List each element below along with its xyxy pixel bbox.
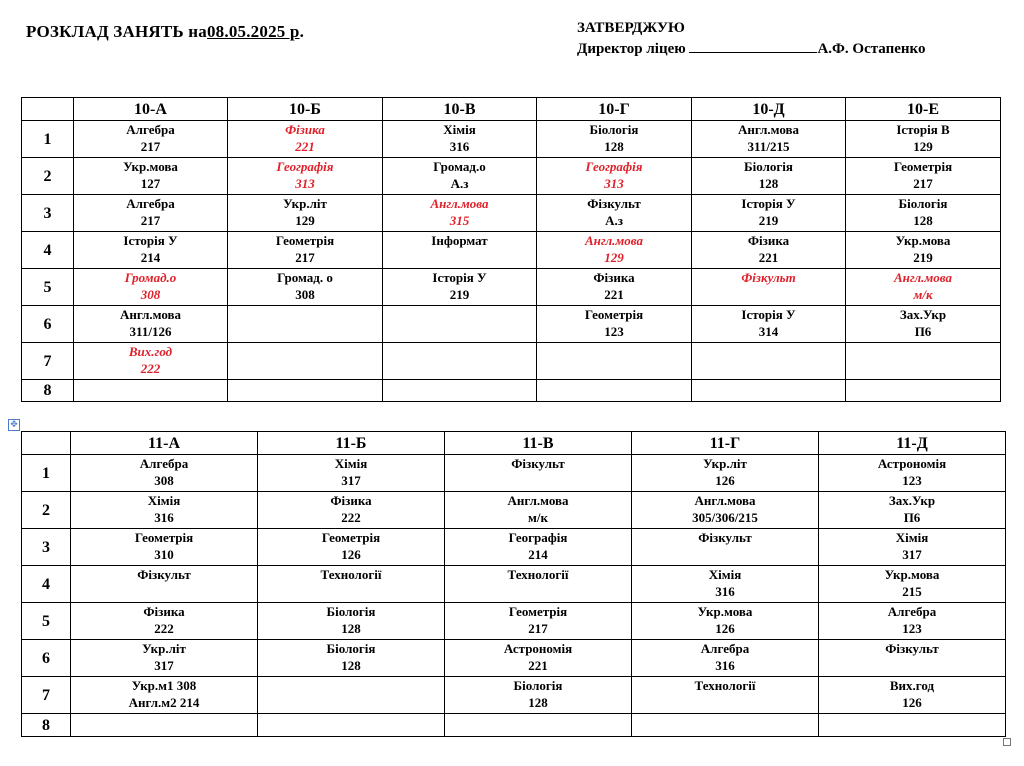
table-11-header (22, 432, 1006, 455)
lesson-cell[interactable] (228, 380, 383, 402)
subject-name: Біологія (326, 604, 376, 619)
subject-name: Геометрія (584, 307, 644, 322)
subject-name: Укр.мова (884, 567, 940, 582)
room-number: 219 (758, 213, 779, 228)
room-number: 217 (913, 176, 933, 191)
lesson-cell[interactable] (383, 158, 537, 195)
room-number: 217 (140, 139, 161, 154)
lesson-cell[interactable] (692, 195, 846, 232)
subject-name: Хімія (147, 493, 181, 508)
lesson-cell[interactable] (632, 529, 819, 566)
lesson-cell[interactable] (537, 195, 692, 232)
subject-name: Фізкульт (137, 567, 191, 582)
room-number: 313 (604, 176, 624, 191)
table-row (22, 158, 1001, 195)
table-row (22, 306, 1001, 343)
approve-role: Директор ліцею (577, 41, 686, 57)
room-number: 308 (140, 287, 161, 302)
lesson-number: 5 (22, 269, 74, 306)
lesson-number: 8 (22, 380, 74, 402)
lesson-cell[interactable] (819, 603, 1006, 640)
lesson-cell[interactable] (819, 640, 1006, 677)
subject-name: Вих.год (889, 678, 935, 693)
subject-name: Технології (320, 567, 382, 582)
subject-name: Фізкульт (741, 270, 796, 285)
room-number: Англ.м2 214 (128, 695, 200, 710)
table-row (22, 343, 1001, 380)
lesson-cell[interactable] (258, 603, 445, 640)
lesson-cell[interactable] (846, 158, 1001, 195)
room-number: 123 (902, 473, 922, 488)
lesson-cell[interactable] (71, 603, 258, 640)
lesson-cell[interactable] (445, 714, 632, 737)
room-number: 215 (902, 584, 922, 599)
room-number: 313 (295, 176, 315, 191)
lesson-number: 1 (22, 121, 74, 158)
subject-name: Укр.літ (142, 641, 186, 656)
subject-name: Алгебра (139, 456, 189, 471)
lesson-cell[interactable] (445, 603, 632, 640)
subject-name: Вих.год (128, 344, 173, 359)
table-row (22, 492, 1006, 529)
subject-name: Геометрія (321, 530, 381, 545)
room-number: 127 (140, 176, 161, 191)
lesson-cell[interactable] (819, 714, 1006, 737)
table-row (22, 566, 1006, 603)
lesson-cell[interactable] (445, 640, 632, 677)
room-number: 128 (341, 621, 361, 636)
table-11-body (22, 455, 1006, 737)
lesson-cell[interactable] (537, 306, 692, 343)
room-number: 316 (715, 658, 735, 673)
subject-name: Геометрія (134, 530, 194, 545)
subject-name: Фізкульт (511, 456, 565, 471)
room-number: 222 (140, 361, 161, 376)
lesson-cell[interactable] (258, 714, 445, 737)
subject-name: Географія (276, 159, 334, 174)
subject-name: Геометрія (508, 604, 568, 619)
room-number: П6 (903, 510, 921, 525)
lesson-cell[interactable] (846, 232, 1001, 269)
room-number: 126 (902, 695, 922, 710)
room-number: А.з (450, 176, 469, 191)
class-header: 11-Д (819, 432, 1006, 455)
subject-name: Біологія (326, 641, 376, 656)
subject-name: Укр.мова (895, 233, 951, 248)
lesson-cell[interactable] (383, 343, 537, 380)
lesson-cell[interactable] (71, 677, 258, 714)
approve-title: ЗАТВЕРДЖУЮ (577, 20, 685, 36)
room-number: 126 (715, 473, 735, 488)
table-row (22, 455, 1006, 492)
approval-block (577, 18, 926, 60)
subject-name: Історія У (741, 196, 796, 211)
lesson-cell[interactable] (445, 455, 632, 492)
approve-line (577, 39, 926, 60)
lesson-cell[interactable] (632, 603, 819, 640)
lesson-cell[interactable] (71, 455, 258, 492)
table-row (22, 529, 1006, 566)
lesson-cell[interactable] (537, 121, 692, 158)
subject-name: Біологія (589, 122, 639, 137)
lesson-cell[interactable] (71, 492, 258, 529)
room-number: 123 (902, 621, 922, 636)
subject-name: Англ.мова (694, 493, 756, 508)
subject-name: Астрономія (877, 456, 947, 471)
lesson-cell[interactable] (383, 195, 537, 232)
schedule-title (26, 22, 304, 42)
subject-name: Географія (508, 530, 568, 545)
lesson-number-header (22, 432, 71, 455)
room-number: 217 (528, 621, 548, 636)
lesson-cell[interactable] (74, 269, 228, 306)
room-number: 221 (604, 287, 624, 302)
subject-name: Географія (585, 159, 643, 174)
subject-name: Зах.Укр (899, 307, 947, 322)
table-10-body (22, 121, 1001, 402)
subject-name: Фізкульт (587, 196, 641, 211)
room-number: 214 (140, 250, 161, 265)
subject-name: Хімія (708, 567, 742, 582)
subject-name: Громад.о (124, 270, 177, 285)
lesson-cell[interactable] (74, 158, 228, 195)
lesson-number: 7 (22, 343, 74, 380)
lesson-cell[interactable] (692, 306, 846, 343)
lesson-cell[interactable] (445, 677, 632, 714)
room-number: 222 (341, 510, 361, 525)
lesson-cell[interactable] (846, 195, 1001, 232)
lesson-cell[interactable] (692, 343, 846, 380)
schedule-table-10 (21, 97, 1001, 402)
room-number: 317 (341, 473, 361, 488)
class-header: 10-Е (846, 98, 1001, 121)
table-row (22, 677, 1006, 714)
lesson-cell[interactable] (383, 269, 537, 306)
subject-name: Укр.літ (283, 196, 327, 211)
table-row (22, 714, 1006, 737)
subject-name: Біологія (513, 678, 563, 693)
lesson-number: 6 (22, 640, 71, 677)
title-prefix: РОЗКЛАД ЗАНЯТЬ на (26, 22, 207, 41)
lesson-cell[interactable] (228, 269, 383, 306)
lesson-cell[interactable] (71, 566, 258, 603)
subject-name: Фізика (747, 233, 790, 248)
subject-name: Біологія (898, 196, 948, 211)
room-number: 317 (154, 658, 174, 673)
subject-name: Історія У (741, 307, 796, 322)
subject-name: Алгебра (126, 196, 175, 211)
lesson-cell[interactable] (74, 380, 228, 402)
table-row (22, 195, 1001, 232)
lesson-number: 3 (22, 529, 71, 566)
lesson-number-header (22, 98, 74, 121)
room-number: 126 (341, 547, 361, 562)
class-header: 11-Г (632, 432, 819, 455)
lesson-cell[interactable] (692, 158, 846, 195)
subject-name: Історія У (432, 270, 487, 285)
subject-name: Біологія (744, 159, 793, 174)
subject-name: Астрономія (503, 641, 573, 656)
lesson-cell[interactable] (692, 380, 846, 402)
room-number: 314 (758, 324, 779, 339)
lesson-cell[interactable] (692, 232, 846, 269)
room-number: 305/306/215 (692, 510, 758, 525)
room-number: 129 (295, 213, 315, 228)
room-number: 316 (449, 139, 470, 154)
subject-name: Технології (507, 567, 569, 582)
lesson-cell[interactable] (692, 269, 846, 306)
class-header: 10-Д (692, 98, 846, 121)
lesson-cell[interactable] (74, 195, 228, 232)
subject-name: Укр.літ (703, 456, 747, 471)
lesson-cell[interactable] (537, 380, 692, 402)
subject-name: Зах.Укр (888, 493, 936, 508)
lesson-number: 2 (22, 158, 74, 195)
title-suffix: . (299, 22, 305, 41)
lesson-cell[interactable] (74, 121, 228, 158)
lesson-number: 4 (22, 566, 71, 603)
subject-name: Фізкульт (698, 530, 752, 545)
room-number: 128 (758, 176, 779, 191)
lesson-cell[interactable] (383, 306, 537, 343)
subject-name: Технології (694, 678, 756, 693)
table-row (22, 603, 1006, 640)
lesson-cell[interactable] (819, 455, 1006, 492)
lesson-cell[interactable] (228, 232, 383, 269)
lesson-cell[interactable] (445, 566, 632, 603)
table-10-header (22, 98, 1001, 121)
lesson-cell[interactable] (228, 195, 383, 232)
class-header: 10-В (383, 98, 537, 121)
lesson-cell[interactable] (258, 677, 445, 714)
table-row (22, 232, 1001, 269)
room-number: 126 (715, 621, 735, 636)
subject-name: Англ.мова (119, 307, 182, 322)
class-header: 10-Б (228, 98, 383, 121)
lesson-cell[interactable] (632, 566, 819, 603)
lesson-cell[interactable] (846, 343, 1001, 380)
subject-name: Хімія (334, 456, 368, 471)
lesson-cell[interactable] (632, 640, 819, 677)
room-number: 221 (758, 250, 779, 265)
subject-name: Хімія (895, 530, 929, 545)
class-header: 11-В (445, 432, 632, 455)
lesson-number: 2 (22, 492, 71, 529)
class-header: 11-А (71, 432, 258, 455)
room-number: 308 (295, 287, 315, 302)
lesson-cell[interactable] (74, 343, 228, 380)
subject-name: Англ.мова (584, 233, 644, 248)
room-number: 219 (913, 250, 933, 265)
lesson-cell[interactable] (228, 121, 383, 158)
room-number: 128 (604, 139, 624, 154)
schedule-table-11 (21, 431, 1006, 737)
room-number: 219 (449, 287, 470, 302)
lesson-cell[interactable] (819, 529, 1006, 566)
room-number: А.з (605, 213, 623, 228)
subject-name: Історія У (123, 233, 178, 248)
lesson-cell[interactable] (258, 492, 445, 529)
room-number: 128 (913, 213, 933, 228)
lesson-cell[interactable] (228, 343, 383, 380)
lesson-cell[interactable] (74, 306, 228, 343)
lesson-cell[interactable] (228, 306, 383, 343)
subject-name: Історія В (896, 122, 950, 137)
room-number: 310 (154, 547, 174, 562)
room-number: 128 (528, 695, 548, 710)
lesson-cell[interactable] (258, 455, 445, 492)
lesson-cell[interactable] (228, 158, 383, 195)
lesson-cell[interactable] (383, 380, 537, 402)
lesson-cell[interactable] (692, 121, 846, 158)
lesson-cell[interactable] (846, 306, 1001, 343)
subject-name: Громад. о (277, 270, 333, 285)
lesson-number: 7 (22, 677, 71, 714)
signature-line (689, 39, 817, 53)
subject-name: Фізика (143, 604, 185, 619)
lesson-cell[interactable] (632, 677, 819, 714)
table-move-handle-icon[interactable]: ✥ (8, 419, 20, 431)
lesson-cell[interactable] (445, 529, 632, 566)
room-number: 221 (528, 658, 548, 673)
room-number: 317 (902, 547, 922, 562)
table-row (22, 380, 1001, 402)
class-header: 10-Г (537, 98, 692, 121)
lesson-number: 6 (22, 306, 74, 343)
lesson-number: 4 (22, 232, 74, 269)
subject-name: Громад.о (433, 159, 486, 174)
lesson-cell[interactable] (632, 455, 819, 492)
table-row (22, 269, 1001, 306)
subject-name: Укр.мова (697, 604, 753, 619)
subject-name: Англ.мова (737, 122, 800, 137)
room-number: 217 (140, 213, 161, 228)
header-row (22, 432, 1006, 455)
subject-name: Фізика (285, 122, 325, 137)
table-row (22, 640, 1006, 677)
room-number: 311/215 (747, 139, 790, 154)
lesson-cell[interactable] (846, 269, 1001, 306)
subject-name: Укр.м1 308 (131, 678, 197, 693)
room-number: 316 (154, 510, 174, 525)
subject-name: Інформат (431, 233, 488, 248)
lesson-cell[interactable] (71, 640, 258, 677)
lesson-cell[interactable] (445, 492, 632, 529)
schedule-date: 08.05.2025 р (206, 22, 300, 41)
lesson-cell[interactable] (819, 566, 1006, 603)
subject-name: Алгебра (887, 604, 937, 619)
room-number: м/к (528, 510, 548, 525)
room-number: П6 (914, 324, 932, 339)
lesson-cell[interactable] (819, 492, 1006, 529)
lesson-cell[interactable] (846, 121, 1001, 158)
room-number: 129 (913, 139, 933, 154)
lesson-cell[interactable] (383, 232, 537, 269)
room-number: 221 (295, 139, 315, 154)
lesson-number: 3 (22, 195, 74, 232)
subject-name: Фізика (330, 493, 372, 508)
lesson-cell[interactable] (71, 529, 258, 566)
subject-name: Хімія (443, 122, 476, 137)
room-number: 129 (604, 250, 624, 265)
room-number: 128 (341, 658, 361, 673)
class-header: 11-Б (258, 432, 445, 455)
lesson-cell[interactable] (846, 380, 1001, 402)
room-number: 311/126 (129, 324, 172, 339)
table-row (22, 121, 1001, 158)
table-resize-handle[interactable] (1003, 738, 1011, 746)
room-number: 316 (715, 584, 735, 599)
lesson-cell[interactable] (632, 492, 819, 529)
lesson-number: 5 (22, 603, 71, 640)
lesson-cell[interactable] (258, 640, 445, 677)
subject-name: Фізика (593, 270, 635, 285)
director-name: А.Ф. Остапенко (817, 41, 926, 57)
lesson-cell[interactable] (74, 232, 228, 269)
lesson-cell[interactable] (537, 158, 692, 195)
room-number: 222 (154, 621, 174, 636)
subject-name: Геометрія (275, 233, 335, 248)
lesson-cell[interactable] (537, 269, 692, 306)
lesson-cell[interactable] (258, 529, 445, 566)
room-number: 214 (528, 547, 548, 562)
lesson-cell[interactable] (383, 121, 537, 158)
header-row (22, 98, 1001, 121)
subject-name: Алгебра (700, 641, 750, 656)
lesson-number: 8 (22, 714, 71, 737)
subject-name: Англ.мова (430, 196, 489, 211)
subject-name: Англ.мова (507, 493, 569, 508)
subject-name: Фізкульт (885, 641, 939, 656)
class-header: 10-А (74, 98, 228, 121)
lesson-cell[interactable] (537, 343, 692, 380)
room-number: 308 (154, 473, 174, 488)
subject-name: Геометрія (893, 159, 953, 174)
subject-name: Англ.мова (893, 270, 953, 285)
subject-name: Алгебра (126, 122, 175, 137)
lesson-cell[interactable] (71, 714, 258, 737)
lesson-number: 1 (22, 455, 71, 492)
room-number: м/к (913, 287, 933, 302)
lesson-cell[interactable] (819, 677, 1006, 714)
room-number: 217 (295, 250, 315, 265)
room-number: 123 (604, 324, 624, 339)
lesson-cell[interactable] (537, 232, 692, 269)
lesson-cell[interactable] (632, 714, 819, 737)
subject-name: Укр.мова (123, 159, 178, 174)
lesson-cell[interactable] (258, 566, 445, 603)
room-number: 315 (449, 213, 470, 228)
